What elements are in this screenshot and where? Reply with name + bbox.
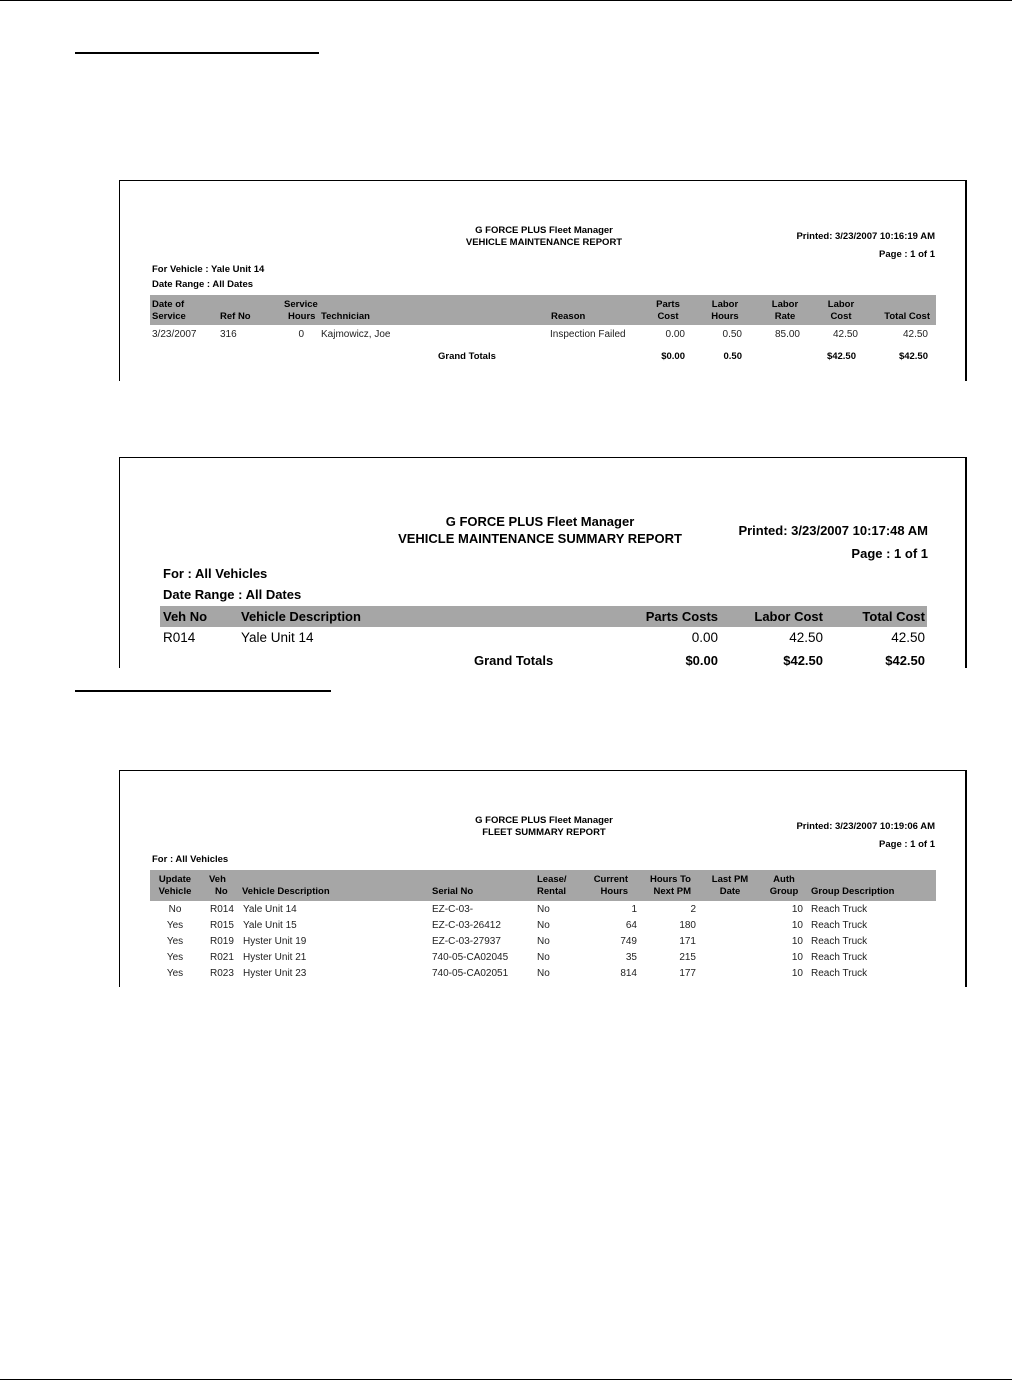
cell-ref: 316 [220, 329, 237, 340]
cell-auth-group: 10 [791, 920, 803, 931]
cell-reason: Inspection Failed [550, 329, 626, 340]
col-veh-no: Veh No [163, 609, 208, 624]
cell-description: Hyster Unit 19 [243, 936, 307, 947]
date-range: Date Range : All Dates [152, 279, 254, 290]
cell-labor-cost: 42.50 [832, 329, 858, 340]
col-total-cost: Total Cost [862, 609, 925, 624]
report-title: VEHICLE MAINTENANCE REPORT [465, 237, 623, 248]
cell-group-description: Reach Truck [811, 904, 868, 915]
top-page-rule [0, 0, 1012, 1]
cell-hours-to-next: 171 [679, 936, 696, 947]
cell-lease: No [537, 920, 550, 931]
total-labor-cost: $42.50 [826, 351, 856, 362]
report-company: G FORCE PLUS Fleet Manager [445, 514, 635, 529]
cell-auth-group: 10 [791, 904, 803, 915]
cell-veh-no: R019 [210, 936, 234, 947]
col-auth-group: Auth Group [769, 874, 799, 897]
cell-technician: Kajmowicz, Joe [321, 329, 391, 340]
printed-date: Printed: 3/23/2007 10:16:19 AM [796, 231, 935, 242]
total-total-cost: $42.50 [885, 653, 925, 668]
cell-veh-no: R014 [163, 630, 196, 645]
grand-totals-label: Grand Totals [438, 351, 496, 362]
report-company: G FORCE PLUS Fleet Manager [475, 225, 613, 236]
for-vehicle: For Vehicle : Yale Unit 14 [152, 264, 265, 275]
col-labor-hours: Labor Hours [711, 299, 739, 322]
cell-group-description: Reach Truck [811, 920, 868, 931]
cell-lease: No [537, 968, 550, 979]
for-vehicles: For : All Vehicles [152, 854, 229, 865]
cell-labor-hours: 0.50 [722, 329, 742, 340]
col-total-cost: Total Cost [884, 311, 930, 322]
cell-veh-no: R021 [210, 952, 234, 963]
date-range: Date Range : All Dates [163, 587, 302, 602]
cell-total-cost: 42.50 [902, 329, 928, 340]
cell-parts-costs: 0.00 [691, 630, 718, 645]
cell-labor-rate: 85.00 [774, 329, 800, 340]
col-reason: Reason [551, 311, 586, 322]
grand-totals-label: Grand Totals [474, 653, 554, 668]
cell-current-hours: 749 [620, 936, 637, 947]
cell-update: Yes [166, 968, 184, 979]
col-last-pm-date: Last PM Date [711, 874, 749, 897]
col-technician: Technician [321, 311, 370, 322]
col-labor-cost: Labor Cost [827, 299, 855, 322]
cell-hours-to-next: 2 [690, 904, 696, 915]
col-labor-cost: Labor Cost [754, 609, 823, 624]
cell-lease: No [537, 952, 550, 963]
col-lease-rental: Lease/ Rental [537, 874, 567, 897]
total-labor-hours: 0.50 [723, 351, 742, 362]
vehicle-maintenance-summary-report [119, 457, 967, 668]
cell-vehicle-description: Yale Unit 14 [241, 630, 314, 645]
cell-auth-group: 10 [791, 936, 803, 947]
cell-lease: No [537, 904, 550, 915]
cell-lease: No [537, 936, 550, 947]
cell-serial: EZ-C-03- [432, 904, 474, 915]
cell-veh-no: R014 [210, 904, 234, 915]
printed-date: Printed: 3/23/2007 10:19:06 AM [796, 821, 935, 832]
cell-update: Yes [166, 952, 184, 963]
cell-current-hours: 814 [620, 968, 637, 979]
cell-description: Yale Unit 15 [243, 920, 297, 931]
cell-description: Hyster Unit 23 [243, 968, 307, 979]
cell-parts-cost: 0.00 [665, 329, 685, 340]
for-vehicles: For : All Vehicles [163, 566, 268, 581]
section-underline-2 [75, 690, 331, 692]
printed-date: Printed: 3/23/2007 10:17:48 AM [738, 523, 928, 538]
col-group-description: Group Description [811, 886, 895, 897]
col-ref: Ref No [220, 311, 251, 322]
total-parts-cost: $0.00 [661, 351, 685, 362]
section-underline-1 [75, 52, 319, 54]
cell-serial: 740-05-CA02045 [432, 952, 509, 963]
cell-veh-no: R023 [210, 968, 234, 979]
col-date: Date of Service [152, 299, 186, 322]
page-number: Page : 1 of 1 [879, 839, 935, 850]
total-total-cost: $42.50 [898, 351, 928, 362]
cell-hours-to-next: 177 [679, 968, 696, 979]
cell-total-cost: 42.50 [891, 630, 925, 645]
vehicle-maintenance-report [119, 180, 967, 381]
cell-auth-group: 10 [791, 952, 803, 963]
cell-group-description: Reach Truck [811, 952, 868, 963]
report-company: G FORCE PLUS Fleet Manager [475, 815, 613, 826]
cell-date: 3/23/2007 [152, 329, 197, 340]
cell-update: Yes [166, 936, 184, 947]
col-parts-costs: Parts Costs [645, 609, 718, 624]
total-parts-costs: $0.00 [685, 653, 718, 668]
cell-current-hours: 35 [625, 952, 637, 963]
col-parts-cost: Parts Cost [656, 299, 680, 322]
cell-description: Hyster Unit 21 [243, 952, 307, 963]
col-vehicle-description: Vehicle Description [241, 609, 361, 624]
cell-veh-no: R015 [210, 920, 234, 931]
cell-service-hours: 0 [298, 329, 304, 340]
col-vehicle-description: Vehicle Description [242, 886, 330, 897]
fleet-summary-report [119, 770, 967, 987]
page-number: Page : 1 of 1 [851, 546, 928, 561]
cell-update: Yes [166, 920, 184, 931]
col-hours-to-next-pm: Hours To Next PM [650, 874, 691, 897]
report-title: FLEET SUMMARY REPORT [482, 827, 606, 838]
col-labor-rate: Labor Rate [771, 299, 799, 322]
cell-current-hours: 1 [631, 904, 637, 915]
cell-labor-cost: 42.50 [789, 630, 823, 645]
col-current-hours: Current Hours [593, 874, 628, 897]
col-serial-no: Serial No [432, 886, 474, 897]
cell-auth-group: 10 [791, 968, 803, 979]
cell-group-description: Reach Truck [811, 936, 868, 947]
cell-serial: EZ-C-03-27937 [432, 936, 501, 947]
cell-current-hours: 64 [625, 920, 637, 931]
page-number: Page : 1 of 1 [879, 249, 935, 260]
total-labor-cost: $42.50 [783, 653, 823, 668]
cell-serial: EZ-C-03-26412 [432, 920, 501, 931]
bottom-page-rule [0, 1379, 1012, 1380]
col-veh-no: Veh No [209, 874, 228, 897]
cell-hours-to-next: 180 [679, 920, 696, 931]
report-title: VEHICLE MAINTENANCE SUMMARY REPORT [398, 531, 682, 546]
cell-hours-to-next: 215 [679, 952, 696, 963]
col-service-hours: Service Hours [284, 299, 318, 322]
cell-description: Yale Unit 14 [243, 904, 297, 915]
col-update-vehicle: Update Vehicle [158, 874, 192, 897]
cell-serial: 740-05-CA02051 [432, 968, 509, 979]
cell-update: No [168, 904, 182, 915]
cell-group-description: Reach Truck [811, 968, 868, 979]
